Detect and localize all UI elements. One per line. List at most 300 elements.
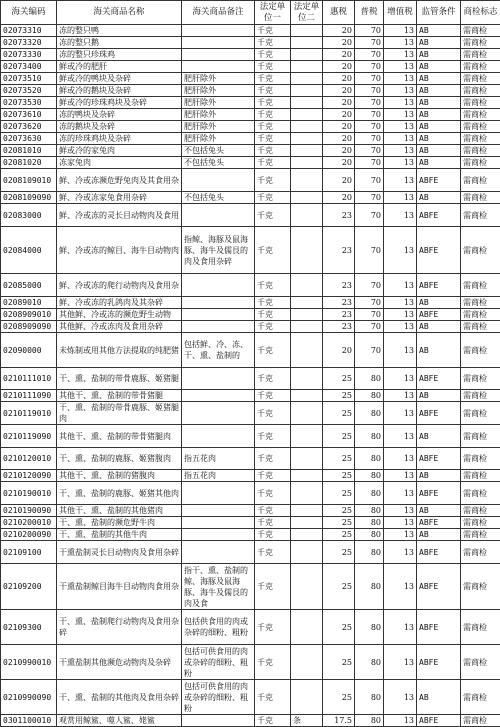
cell-code: 02073400 bbox=[1, 61, 57, 73]
cell-name: 鲜、冷或冻家兔食用杂碎 bbox=[57, 192, 182, 204]
cell-mfn-rate: 25 bbox=[323, 680, 355, 715]
cell-vat: 13 bbox=[384, 61, 417, 73]
header-code: 海关编码 bbox=[1, 1, 57, 25]
cell-vat: 13 bbox=[384, 169, 417, 192]
table-row bbox=[1, 109, 500, 121]
cell-note: 指干、熏、盐制的鲸、海豚及鼠海豚、海牛及儒艮的肉及食 bbox=[182, 564, 255, 610]
cell-unit2 bbox=[291, 645, 323, 680]
cell-unit2 bbox=[291, 37, 323, 49]
cell-inspection: 需商检 bbox=[461, 297, 500, 309]
cell-unit1: 千克 bbox=[255, 564, 291, 610]
cell-mfn-rate: 25 bbox=[323, 529, 355, 541]
cell-note: 指五花肉 bbox=[182, 448, 255, 470]
cell-mfn-rate: 20 bbox=[323, 169, 355, 192]
cell-vat: 13 bbox=[384, 505, 417, 517]
cell-inspection: 需商检 bbox=[461, 274, 500, 297]
cell-note: 肥肝除外 bbox=[182, 109, 255, 121]
cell-regulatory: AB bbox=[417, 109, 461, 121]
cell-unit2 bbox=[291, 564, 323, 610]
cell-name: 干熏盐制灵长目动物肉及食用杂碎 bbox=[57, 541, 182, 564]
table-row bbox=[1, 204, 500, 227]
cell-note: 不包括兔头 bbox=[182, 145, 255, 157]
cell-name: 鲜或冷的肥肝 bbox=[57, 61, 182, 73]
cell-regulatory: AB bbox=[417, 121, 461, 133]
cell-regulatory: AB bbox=[417, 333, 461, 368]
cell-unit1: 千克 bbox=[255, 402, 291, 425]
cell-vat: 13 bbox=[384, 297, 417, 309]
cell-general-rate: 70 bbox=[355, 37, 384, 49]
cell-unit2 bbox=[291, 157, 323, 169]
cell-general-rate: 70 bbox=[355, 85, 384, 97]
cell-note bbox=[182, 274, 255, 297]
cell-code: 0210119010 bbox=[1, 402, 57, 425]
cell-general-rate: 80 bbox=[355, 368, 384, 390]
cell-regulatory: ABFE bbox=[417, 645, 461, 680]
table-row bbox=[1, 97, 500, 109]
cell-vat: 13 bbox=[384, 227, 417, 274]
cell-note bbox=[182, 61, 255, 73]
cell-general-rate: 70 bbox=[355, 227, 384, 274]
cell-regulatory: AB bbox=[417, 97, 461, 109]
cell-mfn-rate: 20 bbox=[323, 61, 355, 73]
table-row bbox=[1, 482, 500, 505]
cell-general-rate: 70 bbox=[355, 121, 384, 133]
cell-name: 鲜、冷或冻的乳鸽肉及其杂碎 bbox=[57, 297, 182, 309]
cell-code: 0210200090 bbox=[1, 529, 57, 541]
cell-regulatory: AB bbox=[417, 470, 461, 482]
cell-code: 02090000 bbox=[1, 333, 57, 368]
cell-note bbox=[182, 505, 255, 517]
cell-general-rate: 70 bbox=[355, 274, 384, 297]
cell-code: 0208909010 bbox=[1, 309, 57, 321]
cell-general-rate: 70 bbox=[355, 321, 384, 333]
table-row bbox=[1, 333, 500, 368]
cell-unit2 bbox=[291, 610, 323, 645]
cell-general-rate: 80 bbox=[355, 610, 384, 645]
cell-code: 02073520 bbox=[1, 85, 57, 97]
cell-code: 02089010 bbox=[1, 297, 57, 309]
cell-unit1: 千克 bbox=[255, 645, 291, 680]
cell-vat: 13 bbox=[384, 448, 417, 470]
cell-inspection: 需商检 bbox=[461, 470, 500, 482]
header-name: 海关商品名称 bbox=[57, 1, 182, 25]
cell-unit1: 千克 bbox=[255, 680, 291, 715]
cell-mfn-rate: 25 bbox=[323, 470, 355, 482]
cell-code: 02085000 bbox=[1, 274, 57, 297]
cell-unit1: 千克 bbox=[255, 505, 291, 517]
table-row bbox=[1, 715, 500, 727]
cell-code: 0208109090 bbox=[1, 192, 57, 204]
cell-inspection: 需商检 bbox=[461, 25, 500, 37]
cell-mfn-rate: 20 bbox=[323, 97, 355, 109]
cell-mfn-rate: 25 bbox=[323, 425, 355, 448]
table-row bbox=[1, 470, 500, 482]
cell-inspection: 需商检 bbox=[461, 227, 500, 274]
cell-code: 02073510 bbox=[1, 73, 57, 85]
cell-mfn-rate: 17.5 bbox=[323, 715, 355, 727]
cell-general-rate: 80 bbox=[355, 529, 384, 541]
cell-inspection: 需商检 bbox=[461, 402, 500, 425]
cell-inspection: 需商检 bbox=[461, 529, 500, 541]
cell-general-rate: 80 bbox=[355, 390, 384, 402]
cell-unit2 bbox=[291, 309, 323, 321]
cell-unit2 bbox=[291, 227, 323, 274]
cell-name: 其他干、熏、盐制的带骨猪腿肉 bbox=[57, 425, 182, 448]
header-inspection: 商检标志 bbox=[461, 1, 500, 25]
cell-vat: 13 bbox=[384, 25, 417, 37]
cell-mfn-rate: 23 bbox=[323, 274, 355, 297]
cell-unit1: 千克 bbox=[255, 145, 291, 157]
cell-name: 冻的整只珍珠鸡 bbox=[57, 49, 182, 61]
cell-name: 未炼制或用其他方法提取的纯肥猪 bbox=[57, 333, 182, 368]
cell-mfn-rate: 25 bbox=[323, 505, 355, 517]
cell-regulatory: AB bbox=[417, 425, 461, 448]
cell-vat: 13 bbox=[384, 145, 417, 157]
cell-code: 02073330 bbox=[1, 49, 57, 61]
cell-note: 肥肝除外 bbox=[182, 73, 255, 85]
cell-regulatory: ABFE bbox=[417, 564, 461, 610]
cell-inspection: 需商检 bbox=[461, 645, 500, 680]
cell-unit2: 条 bbox=[291, 715, 323, 727]
cell-unit2 bbox=[291, 121, 323, 133]
cell-general-rate: 70 bbox=[355, 157, 384, 169]
cell-regulatory: ABFE bbox=[417, 448, 461, 470]
table-row bbox=[1, 73, 500, 85]
cell-note: 包括可供食用的肉或杂碎的细粉、粗粉 bbox=[182, 680, 255, 715]
cell-unit2 bbox=[291, 73, 323, 85]
cell-code: 02109300 bbox=[1, 610, 57, 645]
cell-vat: 13 bbox=[384, 204, 417, 227]
cell-unit1: 千克 bbox=[255, 133, 291, 145]
cell-code: 02109100 bbox=[1, 541, 57, 564]
cell-inspection: 需商检 bbox=[461, 309, 500, 321]
cell-vat: 13 bbox=[384, 121, 417, 133]
table-row bbox=[1, 448, 500, 470]
cell-general-rate: 70 bbox=[355, 109, 384, 121]
cell-note bbox=[182, 390, 255, 402]
cell-inspection: 需商检 bbox=[461, 482, 500, 505]
cell-name: 鲜、冷或冻的爬行动物肉及食用杂 bbox=[57, 274, 182, 297]
cell-general-rate: 70 bbox=[355, 145, 384, 157]
cell-unit1: 千克 bbox=[255, 109, 291, 121]
cell-unit1: 千克 bbox=[255, 61, 291, 73]
cell-mfn-rate: 20 bbox=[323, 133, 355, 145]
cell-unit2 bbox=[291, 204, 323, 227]
cell-name: 冻的珍珠鸡块及杂碎 bbox=[57, 133, 182, 145]
cell-mfn-rate: 25 bbox=[323, 482, 355, 505]
cell-general-rate: 70 bbox=[355, 73, 384, 85]
cell-general-rate: 70 bbox=[355, 169, 384, 192]
cell-unit2 bbox=[291, 169, 323, 192]
table-row bbox=[1, 25, 500, 37]
cell-unit2 bbox=[291, 321, 323, 333]
cell-note bbox=[182, 425, 255, 448]
cell-regulatory: AB bbox=[417, 49, 461, 61]
table-row bbox=[1, 297, 500, 309]
cell-inspection: 需商检 bbox=[461, 61, 500, 73]
cell-inspection: 需商检 bbox=[461, 49, 500, 61]
cell-general-rate: 70 bbox=[355, 25, 384, 37]
cell-regulatory: AB bbox=[417, 61, 461, 73]
cell-vat: 13 bbox=[384, 529, 417, 541]
cell-inspection: 需商检 bbox=[461, 204, 500, 227]
table-row bbox=[1, 610, 500, 645]
table-row bbox=[1, 227, 500, 274]
cell-regulatory: AB bbox=[417, 297, 461, 309]
cell-inspection: 需商检 bbox=[461, 85, 500, 97]
header-unit2: 法定单位二 bbox=[291, 1, 323, 25]
cell-note bbox=[182, 715, 255, 727]
cell-note: 肥肝除外 bbox=[182, 85, 255, 97]
cell-note: 包括供食用的肉或杂碎的细粉、粗粉 bbox=[182, 610, 255, 645]
cell-inspection: 需商检 bbox=[461, 97, 500, 109]
cell-regulatory: ABFE bbox=[417, 715, 461, 727]
cell-vat: 13 bbox=[384, 274, 417, 297]
table-row bbox=[1, 309, 500, 321]
cell-regulatory: AB bbox=[417, 390, 461, 402]
cell-unit2 bbox=[291, 97, 323, 109]
cell-unit2 bbox=[291, 529, 323, 541]
cell-code: 02073530 bbox=[1, 97, 57, 109]
cell-code: 02073320 bbox=[1, 37, 57, 49]
cell-mfn-rate: 20 bbox=[323, 109, 355, 121]
cell-regulatory: AB bbox=[417, 145, 461, 157]
cell-inspection: 需商检 bbox=[461, 517, 500, 529]
cell-unit2 bbox=[291, 85, 323, 97]
cell-code: 0210120010 bbox=[1, 448, 57, 470]
cell-code: 0210990010 bbox=[1, 645, 57, 680]
cell-name: 其他干、熏、盐制的带骨猪腿 bbox=[57, 390, 182, 402]
cell-unit1: 千克 bbox=[255, 448, 291, 470]
cell-vat: 13 bbox=[384, 680, 417, 715]
cell-general-rate: 80 bbox=[355, 541, 384, 564]
cell-name: 其他干、熏、盐制的猪腹肉 bbox=[57, 470, 182, 482]
cell-vat: 13 bbox=[384, 402, 417, 425]
cell-code: 02083000 bbox=[1, 204, 57, 227]
cell-name: 干、熏、盐制的濒危野牛肉 bbox=[57, 517, 182, 529]
cell-regulatory: ABFE bbox=[417, 482, 461, 505]
cell-mfn-rate: 20 bbox=[323, 157, 355, 169]
cell-vat: 13 bbox=[384, 321, 417, 333]
cell-code: 0210990090 bbox=[1, 680, 57, 715]
cell-unit1: 千克 bbox=[255, 541, 291, 564]
cell-mfn-rate: 20 bbox=[323, 85, 355, 97]
cell-general-rate: 70 bbox=[355, 49, 384, 61]
cell-general-rate: 70 bbox=[355, 192, 384, 204]
cell-name: 干、熏、盐制的带骨鹿豚、姬猪腿肉 bbox=[57, 402, 182, 425]
cell-regulatory: ABFE bbox=[417, 610, 461, 645]
cell-note: 肥肝除外 bbox=[182, 121, 255, 133]
header-general-rate: 普税 bbox=[355, 1, 384, 25]
cell-unit2 bbox=[291, 390, 323, 402]
cell-name: 干、熏、盐制的带骨鹿豚、姬猪腿 bbox=[57, 368, 182, 390]
cell-regulatory: ABFE bbox=[417, 204, 461, 227]
table-row bbox=[1, 37, 500, 49]
cell-code: 0210120090 bbox=[1, 470, 57, 482]
cell-name: 冻的整只鸭 bbox=[57, 25, 182, 37]
cell-mfn-rate: 23 bbox=[323, 321, 355, 333]
cell-unit2 bbox=[291, 505, 323, 517]
cell-regulatory: AB bbox=[417, 37, 461, 49]
cell-name: 干、熏、盐制的其他牛肉 bbox=[57, 529, 182, 541]
cell-general-rate: 70 bbox=[355, 309, 384, 321]
cell-inspection: 需商检 bbox=[461, 541, 500, 564]
cell-unit1: 千克 bbox=[255, 333, 291, 368]
cell-regulatory: AB bbox=[417, 85, 461, 97]
cell-regulatory: AB bbox=[417, 25, 461, 37]
cell-vat: 13 bbox=[384, 333, 417, 368]
cell-note: 指鲸、海豚及鼠海豚、海牛及儒艮的肉及食用杂碎 bbox=[182, 227, 255, 274]
cell-note bbox=[182, 49, 255, 61]
cell-mfn-rate: 20 bbox=[323, 192, 355, 204]
cell-note: 不包括兔头 bbox=[182, 192, 255, 204]
cell-note bbox=[182, 321, 255, 333]
cell-vat: 13 bbox=[384, 157, 417, 169]
cell-code: 0210119090 bbox=[1, 425, 57, 448]
cell-unit1: 千克 bbox=[255, 73, 291, 85]
cell-unit1: 千克 bbox=[255, 157, 291, 169]
table-row bbox=[1, 390, 500, 402]
cell-mfn-rate: 25 bbox=[323, 402, 355, 425]
cell-general-rate: 70 bbox=[355, 97, 384, 109]
cell-name: 其他鲜、冷或冻的濒危野生动物 bbox=[57, 309, 182, 321]
cell-code: 0210190010 bbox=[1, 482, 57, 505]
cell-code: 02073630 bbox=[1, 133, 57, 145]
cell-note bbox=[182, 529, 255, 541]
cell-mfn-rate: 23 bbox=[323, 227, 355, 274]
cell-regulatory: ABFE bbox=[417, 517, 461, 529]
cell-unit2 bbox=[291, 192, 323, 204]
cell-name: 鲜或冷的家兔肉 bbox=[57, 145, 182, 157]
table-row bbox=[1, 368, 500, 390]
table-row bbox=[1, 425, 500, 448]
cell-regulatory: ABFE bbox=[417, 274, 461, 297]
cell-note bbox=[182, 169, 255, 192]
cell-name: 鲜、冷或冻的灵长目动物肉及食用 bbox=[57, 204, 182, 227]
cell-mfn-rate: 20 bbox=[323, 49, 355, 61]
cell-regulatory: ABFE bbox=[417, 309, 461, 321]
cell-unit1: 千克 bbox=[255, 97, 291, 109]
cell-inspection: 需商检 bbox=[461, 133, 500, 145]
cell-unit2 bbox=[291, 109, 323, 121]
cell-code: 0210200010 bbox=[1, 517, 57, 529]
cell-unit1: 千克 bbox=[255, 85, 291, 97]
cell-regulatory: AB bbox=[417, 133, 461, 145]
cell-inspection: 需商检 bbox=[461, 157, 500, 169]
cell-name: 干、熏、盐制的鹿豚、姬猪其他肉 bbox=[57, 482, 182, 505]
cell-general-rate: 70 bbox=[355, 204, 384, 227]
cell-inspection: 需商检 bbox=[461, 390, 500, 402]
cell-vat: 13 bbox=[384, 541, 417, 564]
cell-unit1: 千克 bbox=[255, 204, 291, 227]
cell-note bbox=[182, 368, 255, 390]
cell-code: 02081020 bbox=[1, 157, 57, 169]
cell-general-rate: 80 bbox=[355, 482, 384, 505]
cell-mfn-rate: 20 bbox=[323, 25, 355, 37]
cell-unit1: 千克 bbox=[255, 274, 291, 297]
cell-inspection: 需商检 bbox=[461, 321, 500, 333]
cell-mfn-rate: 23 bbox=[323, 204, 355, 227]
cell-unit2 bbox=[291, 25, 323, 37]
cell-inspection: 需商检 bbox=[461, 37, 500, 49]
cell-name: 冻的鸭块及杂碎 bbox=[57, 109, 182, 121]
cell-inspection: 需商检 bbox=[461, 333, 500, 368]
cell-note: 指五花肉 bbox=[182, 470, 255, 482]
cell-vat: 13 bbox=[384, 517, 417, 529]
cell-unit2 bbox=[291, 402, 323, 425]
cell-mfn-rate: 25 bbox=[323, 448, 355, 470]
cell-code: 02084000 bbox=[1, 227, 57, 274]
cell-code: 0208109010 bbox=[1, 169, 57, 192]
cell-mfn-rate: 25 bbox=[323, 517, 355, 529]
cell-note bbox=[182, 37, 255, 49]
cell-inspection: 需商检 bbox=[461, 368, 500, 390]
cell-unit2 bbox=[291, 61, 323, 73]
cell-note bbox=[182, 297, 255, 309]
cell-unit1: 千克 bbox=[255, 37, 291, 49]
table-row bbox=[1, 505, 500, 517]
cell-vat: 13 bbox=[384, 610, 417, 645]
cell-vat: 13 bbox=[384, 645, 417, 680]
cell-inspection: 需商检 bbox=[461, 680, 500, 715]
cell-inspection: 需商检 bbox=[461, 73, 500, 85]
cell-unit1: 千克 bbox=[255, 25, 291, 37]
cell-general-rate: 80 bbox=[355, 470, 384, 482]
cell-vat: 13 bbox=[384, 37, 417, 49]
cell-code: 02081010 bbox=[1, 145, 57, 157]
cell-unit1: 千克 bbox=[255, 529, 291, 541]
table-row bbox=[1, 169, 500, 192]
cell-name: 其他干、熏、盐制的其他猪肉 bbox=[57, 505, 182, 517]
cell-unit1: 千克 bbox=[255, 309, 291, 321]
cell-general-rate: 80 bbox=[355, 505, 384, 517]
cell-unit1: 千克 bbox=[255, 470, 291, 482]
cell-inspection: 需商检 bbox=[461, 505, 500, 517]
cell-vat: 13 bbox=[384, 564, 417, 610]
cell-name: 鲜或冷的鹅块及杂碎 bbox=[57, 85, 182, 97]
cell-general-rate: 80 bbox=[355, 448, 384, 470]
table-row bbox=[1, 85, 500, 97]
cell-name: 冻的整只鹅 bbox=[57, 37, 182, 49]
table-row bbox=[1, 192, 500, 204]
cell-unit2 bbox=[291, 541, 323, 564]
cell-note bbox=[182, 309, 255, 321]
cell-regulatory: AB bbox=[417, 529, 461, 541]
cell-mfn-rate: 20 bbox=[323, 37, 355, 49]
cell-inspection: 需商检 bbox=[461, 145, 500, 157]
cell-vat: 13 bbox=[384, 470, 417, 482]
cell-general-rate: 80 bbox=[355, 402, 384, 425]
table-row bbox=[1, 517, 500, 529]
cell-mfn-rate: 25 bbox=[323, 368, 355, 390]
header-mfn-rate: 惠税 bbox=[323, 1, 355, 25]
cell-name: 观赏用鲸鲨、噬人鲨、姥鲨 bbox=[57, 715, 182, 727]
cell-unit1: 千克 bbox=[255, 610, 291, 645]
cell-unit1: 千克 bbox=[255, 368, 291, 390]
cell-code: 02073620 bbox=[1, 121, 57, 133]
cell-vat: 13 bbox=[384, 192, 417, 204]
table-row bbox=[1, 645, 500, 680]
cell-unit1: 千克 bbox=[255, 169, 291, 192]
cell-name: 鲜、冷或冻濒危野兔肉及其食用杂 bbox=[57, 169, 182, 192]
cell-unit2 bbox=[291, 482, 323, 505]
header-unit1: 法定单位一 bbox=[255, 1, 291, 25]
cell-note bbox=[182, 541, 255, 564]
cell-mfn-rate: 20 bbox=[323, 145, 355, 157]
cell-unit1: 千克 bbox=[255, 297, 291, 309]
cell-inspection: 需商检 bbox=[461, 564, 500, 610]
cell-vat: 13 bbox=[384, 715, 417, 727]
